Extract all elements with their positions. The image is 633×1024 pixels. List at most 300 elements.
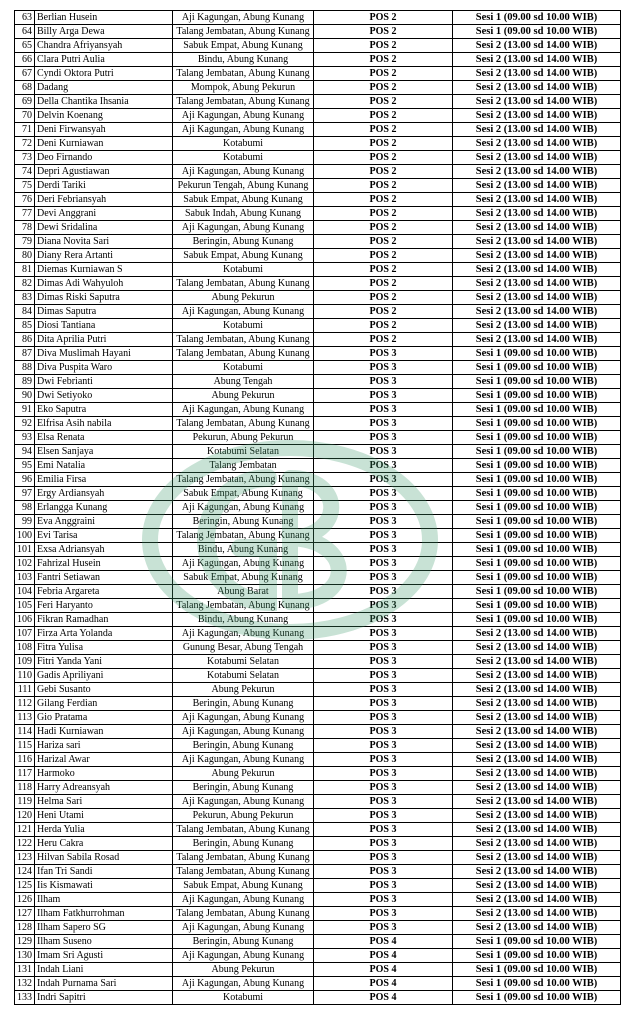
participant-name: Harmoko xyxy=(35,767,173,781)
participant-address: Aji Kagungan, Abung Kunang xyxy=(173,977,314,991)
session-label: Sesi 1 (09.00 sd 10.00 WIB) xyxy=(453,487,621,501)
participant-address: Aji Kagungan, Abung Kunang xyxy=(173,753,314,767)
table-row xyxy=(15,669,621,683)
table-row xyxy=(15,361,621,375)
participant-address: Abung Pekurun xyxy=(173,683,314,697)
row-number: 92 xyxy=(15,417,35,431)
participant-name: Iis Kismawati xyxy=(35,879,173,893)
participant-name: Febria Argareta xyxy=(35,585,173,599)
pos-label: POS 2 xyxy=(314,123,453,137)
participant-address: Mompok, Abung Pekurun xyxy=(173,81,314,95)
session-label: Sesi 2 (13.00 sd 14.00 WIB) xyxy=(453,627,621,641)
participant-address: Talang Jembatan, Abung Kunang xyxy=(173,851,314,865)
pos-label: POS 4 xyxy=(314,963,453,977)
table-row xyxy=(15,529,621,543)
table-row xyxy=(15,823,621,837)
row-number: 126 xyxy=(15,893,35,907)
row-number: 90 xyxy=(15,389,35,403)
participant-address: Aji Kagungan, Abung Kunang xyxy=(173,949,314,963)
participant-name: Depri Agustiawan xyxy=(35,165,173,179)
session-label: Sesi 2 (13.00 sd 14.00 WIB) xyxy=(453,823,621,837)
participant-address: Aji Kagungan, Abung Kunang xyxy=(173,305,314,319)
participant-name: Hilvan Sabila Rosad xyxy=(35,851,173,865)
participant-name: Diana Novita Sari xyxy=(35,235,173,249)
table-row xyxy=(15,753,621,767)
participant-name: Ergy Ardiansyah xyxy=(35,487,173,501)
session-label: Sesi 2 (13.00 sd 14.00 WIB) xyxy=(453,641,621,655)
session-label: Sesi 1 (09.00 sd 10.00 WIB) xyxy=(453,473,621,487)
participant-name: Elfrisa Asih nabila xyxy=(35,417,173,431)
session-label: Sesi 2 (13.00 sd 14.00 WIB) xyxy=(453,193,621,207)
row-number: 119 xyxy=(15,795,35,809)
pos-label: POS 3 xyxy=(314,669,453,683)
pos-label: POS 2 xyxy=(314,67,453,81)
table-row xyxy=(15,627,621,641)
session-label: Sesi 2 (13.00 sd 14.00 WIB) xyxy=(453,165,621,179)
participant-address: Aji Kagungan, Abung Kunang xyxy=(173,109,314,123)
participant-name: Indah Purnama Sari xyxy=(35,977,173,991)
session-label: Sesi 2 (13.00 sd 14.00 WIB) xyxy=(453,669,621,683)
participant-address: Beringin, Abung Kunang xyxy=(173,739,314,753)
pos-label: POS 4 xyxy=(314,935,453,949)
participant-name: Deo Firnando xyxy=(35,151,173,165)
row-number: 116 xyxy=(15,753,35,767)
participant-address: Sabuk Empat, Abung Kunang xyxy=(173,487,314,501)
pos-label: POS 3 xyxy=(314,809,453,823)
row-number: 94 xyxy=(15,445,35,459)
participant-address: Aji Kagungan, Abung Kunang xyxy=(173,11,314,25)
row-number: 64 xyxy=(15,25,35,39)
row-number: 97 xyxy=(15,487,35,501)
pos-label: POS 4 xyxy=(314,977,453,991)
participant-address: Aji Kagungan, Abung Kunang xyxy=(173,123,314,137)
row-number: 121 xyxy=(15,823,35,837)
session-label: Sesi 2 (13.00 sd 14.00 WIB) xyxy=(453,67,621,81)
participant-address: Kotabumi Selatan xyxy=(173,655,314,669)
pos-label: POS 3 xyxy=(314,907,453,921)
table-row xyxy=(15,459,621,473)
participant-address: Beringin, Abung Kunang xyxy=(173,697,314,711)
participant-address: Beringin, Abung Kunang xyxy=(173,515,314,529)
session-label: Sesi 1 (09.00 sd 10.00 WIB) xyxy=(453,459,621,473)
participant-name: Hadi Kurniawan xyxy=(35,725,173,739)
session-label: Sesi 1 (09.00 sd 10.00 WIB) xyxy=(453,935,621,949)
participant-name: Dimas Riski Saputra xyxy=(35,291,173,305)
participant-name: Exsa Adriansyah xyxy=(35,543,173,557)
participant-address: Abung Barat xyxy=(173,585,314,599)
row-number: 72 xyxy=(15,137,35,151)
row-number: 87 xyxy=(15,347,35,361)
participant-name: Heru Cakra xyxy=(35,837,173,851)
row-number: 91 xyxy=(15,403,35,417)
pos-label: POS 3 xyxy=(314,515,453,529)
session-label: Sesi 1 (09.00 sd 10.00 WIB) xyxy=(453,557,621,571)
table-row xyxy=(15,921,621,935)
session-label: Sesi 2 (13.00 sd 14.00 WIB) xyxy=(453,39,621,53)
row-number: 101 xyxy=(15,543,35,557)
participant-address: Aji Kagungan, Abung Kunang xyxy=(173,165,314,179)
table-row xyxy=(15,543,621,557)
participant-address: Kotabumi xyxy=(173,263,314,277)
session-label: Sesi 2 (13.00 sd 14.00 WIB) xyxy=(453,81,621,95)
participant-name: Indri Sapitri xyxy=(35,991,173,1005)
participant-address: Kotabumi xyxy=(173,991,314,1005)
session-label: Sesi 2 (13.00 sd 14.00 WIB) xyxy=(453,753,621,767)
table-row xyxy=(15,53,621,67)
table-row xyxy=(15,417,621,431)
pos-label: POS 2 xyxy=(314,221,453,235)
row-number: 118 xyxy=(15,781,35,795)
session-label: Sesi 2 (13.00 sd 14.00 WIB) xyxy=(453,291,621,305)
table-row xyxy=(15,809,621,823)
participant-address: Beringin, Abung Kunang xyxy=(173,935,314,949)
participant-address: Aji Kagungan, Abung Kunang xyxy=(173,921,314,935)
pos-label: POS 3 xyxy=(314,851,453,865)
participant-name: Fantri Setiawan xyxy=(35,571,173,585)
participant-address: Talang Jembatan, Abung Kunang xyxy=(173,529,314,543)
table-row xyxy=(15,291,621,305)
table-row xyxy=(15,67,621,81)
participant-name: Helma Sari xyxy=(35,795,173,809)
table-row xyxy=(15,837,621,851)
participant-address: Aji Kagungan, Abung Kunang xyxy=(173,725,314,739)
table-row xyxy=(15,697,621,711)
session-label: Sesi 1 (09.00 sd 10.00 WIB) xyxy=(453,585,621,599)
session-label: Sesi 1 (09.00 sd 10.00 WIB) xyxy=(453,515,621,529)
participant-address: Gunung Besar, Abung Tengah xyxy=(173,641,314,655)
participant-table xyxy=(14,10,621,1005)
row-number: 76 xyxy=(15,193,35,207)
pos-label: POS 4 xyxy=(314,991,453,1005)
row-number: 130 xyxy=(15,949,35,963)
table-row xyxy=(15,221,621,235)
session-label: Sesi 1 (09.00 sd 10.00 WIB) xyxy=(453,25,621,39)
pos-label: POS 3 xyxy=(314,361,453,375)
row-number: 109 xyxy=(15,655,35,669)
table-row xyxy=(15,81,621,95)
participant-name: Ilham xyxy=(35,893,173,907)
row-number: 133 xyxy=(15,991,35,1005)
table-row xyxy=(15,137,621,151)
pos-label: POS 3 xyxy=(314,375,453,389)
pos-label: POS 2 xyxy=(314,39,453,53)
participant-name: Eko Saputra xyxy=(35,403,173,417)
pos-label: POS 3 xyxy=(314,543,453,557)
table-row xyxy=(15,375,621,389)
session-label: Sesi 1 (09.00 sd 10.00 WIB) xyxy=(453,613,621,627)
session-label: Sesi 1 (09.00 sd 10.00 WIB) xyxy=(453,403,621,417)
pos-label: POS 2 xyxy=(314,53,453,67)
participant-name: Emilia Firsa xyxy=(35,473,173,487)
pos-label: POS 2 xyxy=(314,179,453,193)
participant-address: Pekurun, Abung Pekurun xyxy=(173,431,314,445)
session-label: Sesi 2 (13.00 sd 14.00 WIB) xyxy=(453,879,621,893)
row-number: 100 xyxy=(15,529,35,543)
session-label: Sesi 1 (09.00 sd 10.00 WIB) xyxy=(453,11,621,25)
table-row xyxy=(15,319,621,333)
pos-label: POS 3 xyxy=(314,725,453,739)
session-label: Sesi 2 (13.00 sd 14.00 WIB) xyxy=(453,851,621,865)
pos-label: POS 3 xyxy=(314,627,453,641)
pos-label: POS 3 xyxy=(314,403,453,417)
pos-label: POS 3 xyxy=(314,473,453,487)
session-label: Sesi 1 (09.00 sd 10.00 WIB) xyxy=(453,977,621,991)
pos-label: POS 2 xyxy=(314,333,453,347)
table-row xyxy=(15,795,621,809)
pos-label: POS 2 xyxy=(314,151,453,165)
participant-address: Kotabumi xyxy=(173,151,314,165)
participant-name: Fitri Yanda Yani xyxy=(35,655,173,669)
session-label: Sesi 2 (13.00 sd 14.00 WIB) xyxy=(453,767,621,781)
session-label: Sesi 2 (13.00 sd 14.00 WIB) xyxy=(453,655,621,669)
row-number: 70 xyxy=(15,109,35,123)
participant-name: Imam Sri Agusti xyxy=(35,949,173,963)
participant-name: Cyndi Oktora Putri xyxy=(35,67,173,81)
participant-name: Heni Utami xyxy=(35,809,173,823)
participant-name: Dadang xyxy=(35,81,173,95)
table-row xyxy=(15,599,621,613)
table-row xyxy=(15,935,621,949)
pos-label: POS 2 xyxy=(314,207,453,221)
pos-label: POS 2 xyxy=(314,305,453,319)
pos-label: POS 2 xyxy=(314,193,453,207)
session-label: Sesi 2 (13.00 sd 14.00 WIB) xyxy=(453,53,621,67)
participant-name: Firza Arta Yolanda xyxy=(35,627,173,641)
session-label: Sesi 1 (09.00 sd 10.00 WIB) xyxy=(453,571,621,585)
session-label: Sesi 2 (13.00 sd 14.00 WIB) xyxy=(453,837,621,851)
row-number: 75 xyxy=(15,179,35,193)
pos-label: POS 3 xyxy=(314,571,453,585)
row-number: 63 xyxy=(15,11,35,25)
pos-label: POS 3 xyxy=(314,781,453,795)
participant-name: Fikran Ramadhan xyxy=(35,613,173,627)
pos-label: POS 3 xyxy=(314,599,453,613)
participant-address: Sabuk Empat, Abung Kunang xyxy=(173,571,314,585)
pos-label: POS 3 xyxy=(314,585,453,599)
row-number: 83 xyxy=(15,291,35,305)
session-label: Sesi 1 (09.00 sd 10.00 WIB) xyxy=(453,347,621,361)
table-row xyxy=(15,305,621,319)
participant-address: Beringin, Abung Kunang xyxy=(173,781,314,795)
participant-name: Ilham Suseno xyxy=(35,935,173,949)
session-label: Sesi 2 (13.00 sd 14.00 WIB) xyxy=(453,725,621,739)
participant-name: Billy Arga Dewa xyxy=(35,25,173,39)
participant-name: Devi Anggrani xyxy=(35,207,173,221)
participant-name: Dwi Setiyoko xyxy=(35,389,173,403)
session-label: Sesi 2 (13.00 sd 14.00 WIB) xyxy=(453,151,621,165)
session-label: Sesi 1 (09.00 sd 10.00 WIB) xyxy=(453,375,621,389)
session-label: Sesi 1 (09.00 sd 10.00 WIB) xyxy=(453,949,621,963)
table-row xyxy=(15,207,621,221)
pos-label: POS 3 xyxy=(314,445,453,459)
participant-name: Ilham Sapero SG xyxy=(35,921,173,935)
pos-label: POS 3 xyxy=(314,753,453,767)
participant-table-body xyxy=(15,11,621,1005)
row-number: 88 xyxy=(15,361,35,375)
pos-label: POS 3 xyxy=(314,739,453,753)
session-label: Sesi 2 (13.00 sd 14.00 WIB) xyxy=(453,179,621,193)
participant-address: Talang Jembatan, Abung Kunang xyxy=(173,599,314,613)
table-row xyxy=(15,11,621,25)
row-number: 111 xyxy=(15,683,35,697)
table-row xyxy=(15,235,621,249)
pos-label: POS 2 xyxy=(314,109,453,123)
row-number: 107 xyxy=(15,627,35,641)
row-number: 110 xyxy=(15,669,35,683)
pos-label: POS 3 xyxy=(314,431,453,445)
pos-label: POS 3 xyxy=(314,417,453,431)
row-number: 125 xyxy=(15,879,35,893)
row-number: 86 xyxy=(15,333,35,347)
session-label: Sesi 2 (13.00 sd 14.00 WIB) xyxy=(453,809,621,823)
table-row xyxy=(15,557,621,571)
table-row xyxy=(15,333,621,347)
table-row xyxy=(15,109,621,123)
pos-label: POS 3 xyxy=(314,697,453,711)
pos-label: POS 3 xyxy=(314,459,453,473)
row-number: 69 xyxy=(15,95,35,109)
participant-name: Herda Yulia xyxy=(35,823,173,837)
participant-address: Kotabumi Selatan xyxy=(173,669,314,683)
session-label: Sesi 2 (13.00 sd 14.00 WIB) xyxy=(453,739,621,753)
participant-name: Gio Pratama xyxy=(35,711,173,725)
table-row xyxy=(15,767,621,781)
participant-name: Dita Aprilia Putri xyxy=(35,333,173,347)
participant-name: Derdi Tariki xyxy=(35,179,173,193)
row-number: 78 xyxy=(15,221,35,235)
participant-name: Elsen Sanjaya xyxy=(35,445,173,459)
table-row xyxy=(15,725,621,739)
participant-address: Aji Kagungan, Abung Kunang xyxy=(173,893,314,907)
table-row xyxy=(15,39,621,53)
participant-name: Ifan Tri Sandi xyxy=(35,865,173,879)
participant-name: Fitra Yulisa xyxy=(35,641,173,655)
table-row xyxy=(15,641,621,655)
row-number: 79 xyxy=(15,235,35,249)
participant-address: Bindu, Abung Kunang xyxy=(173,543,314,557)
participant-name: Dimas Saputra xyxy=(35,305,173,319)
row-number: 129 xyxy=(15,935,35,949)
row-number: 106 xyxy=(15,613,35,627)
participant-address: Talang Jembatan, Abung Kunang xyxy=(173,67,314,81)
session-label: Sesi 2 (13.00 sd 14.00 WIB) xyxy=(453,277,621,291)
pos-label: POS 2 xyxy=(314,263,453,277)
table-row xyxy=(15,739,621,753)
session-label: Sesi 2 (13.00 sd 14.00 WIB) xyxy=(453,711,621,725)
participant-address: Talang Jembatan, Abung Kunang xyxy=(173,823,314,837)
session-label: Sesi 1 (09.00 sd 10.00 WIB) xyxy=(453,445,621,459)
row-number: 96 xyxy=(15,473,35,487)
session-label: Sesi 1 (09.00 sd 10.00 WIB) xyxy=(453,599,621,613)
participant-name: Deri Febriansyah xyxy=(35,193,173,207)
table-row xyxy=(15,501,621,515)
session-label: Sesi 1 (09.00 sd 10.00 WIB) xyxy=(453,991,621,1005)
participant-name: Gadis Apriliyani xyxy=(35,669,173,683)
participant-address: Abung Tengah xyxy=(173,375,314,389)
table-row xyxy=(15,865,621,879)
participant-name: Dewi Sridalina xyxy=(35,221,173,235)
table-row xyxy=(15,193,621,207)
session-label: Sesi 2 (13.00 sd 14.00 WIB) xyxy=(453,95,621,109)
pos-label: POS 3 xyxy=(314,823,453,837)
session-label: Sesi 2 (13.00 sd 14.00 WIB) xyxy=(453,795,621,809)
participant-address: Talang Jembatan, Abung Kunang xyxy=(173,473,314,487)
row-number: 67 xyxy=(15,67,35,81)
session-label: Sesi 2 (13.00 sd 14.00 WIB) xyxy=(453,123,621,137)
participant-address: Aji Kagungan, Abung Kunang xyxy=(173,501,314,515)
participant-address: Aji Kagungan, Abung Kunang xyxy=(173,627,314,641)
table-row xyxy=(15,781,621,795)
participant-name: Diemas Kurniawan S xyxy=(35,263,173,277)
table-row xyxy=(15,571,621,585)
pos-label: POS 3 xyxy=(314,347,453,361)
session-label: Sesi 2 (13.00 sd 14.00 WIB) xyxy=(453,235,621,249)
row-number: 85 xyxy=(15,319,35,333)
pos-label: POS 3 xyxy=(314,641,453,655)
participant-address: Kotabumi Selatan xyxy=(173,445,314,459)
participant-name: Deni Kurniawan xyxy=(35,137,173,151)
row-number: 120 xyxy=(15,809,35,823)
table-row xyxy=(15,95,621,109)
pos-label: POS 3 xyxy=(314,487,453,501)
table-row xyxy=(15,347,621,361)
participant-address: Sabuk Empat, Abung Kunang xyxy=(173,193,314,207)
table-row xyxy=(15,151,621,165)
session-label: Sesi 1 (09.00 sd 10.00 WIB) xyxy=(453,529,621,543)
participant-address: Talang Jembatan, Abung Kunang xyxy=(173,347,314,361)
row-number: 81 xyxy=(15,263,35,277)
row-number: 105 xyxy=(15,599,35,613)
session-label: Sesi 2 (13.00 sd 14.00 WIB) xyxy=(453,137,621,151)
row-number: 95 xyxy=(15,459,35,473)
participant-address: Pekurun Tengah, Abung Kunang xyxy=(173,179,314,193)
table-row xyxy=(15,893,621,907)
participant-address: Bindu, Abung Kunang xyxy=(173,53,314,67)
pos-label: POS 3 xyxy=(314,795,453,809)
table-row xyxy=(15,851,621,865)
pos-label: POS 2 xyxy=(314,165,453,179)
participant-name: Feri Haryanto xyxy=(35,599,173,613)
row-number: 112 xyxy=(15,697,35,711)
participant-name: Diva Puspita Waro xyxy=(35,361,173,375)
table-row xyxy=(15,249,621,263)
participant-name: Diva Muslimah Hayani xyxy=(35,347,173,361)
participant-address: Kotabumi xyxy=(173,319,314,333)
participant-address: Talang Jembatan, Abung Kunang xyxy=(173,865,314,879)
row-number: 77 xyxy=(15,207,35,221)
participant-name: Clara Putri Aulia xyxy=(35,53,173,67)
participant-address: Talang Jembatan, Abung Kunang xyxy=(173,907,314,921)
row-number: 103 xyxy=(15,571,35,585)
participant-address: Beringin, Abung Kunang xyxy=(173,837,314,851)
pos-label: POS 2 xyxy=(314,291,453,305)
participant-address: Abung Pekurun xyxy=(173,767,314,781)
row-number: 108 xyxy=(15,641,35,655)
participant-address: Abung Pekurun xyxy=(173,963,314,977)
participant-address: Abung Pekurun xyxy=(173,389,314,403)
table-row xyxy=(15,179,621,193)
row-number: 128 xyxy=(15,921,35,935)
participant-address: Talang Jembatan, Abung Kunang xyxy=(173,277,314,291)
participant-address: Sabuk Indah, Abung Kunang xyxy=(173,207,314,221)
participant-address: Talang Jembatan, Abung Kunang xyxy=(173,95,314,109)
session-label: Sesi 2 (13.00 sd 14.00 WIB) xyxy=(453,109,621,123)
pos-label: POS 3 xyxy=(314,613,453,627)
pos-label: POS 3 xyxy=(314,837,453,851)
pos-label: POS 3 xyxy=(314,879,453,893)
participant-address: Kotabumi xyxy=(173,361,314,375)
participant-name: Evi Tarisa xyxy=(35,529,173,543)
